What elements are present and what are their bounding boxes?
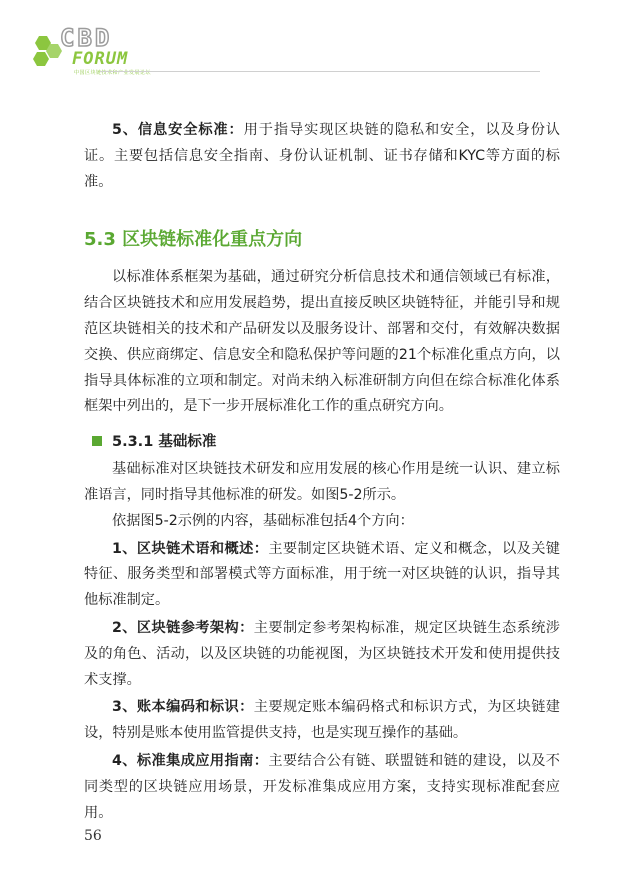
item-5-title: 5、信息安全标准： <box>112 122 244 138</box>
header-rule <box>100 71 540 72</box>
subsection-paragraph-1: 基础标准对区块链技术研发和应用发展的核心作用是统一认识、建立标准语言，同时指导其他标准的研发。如图5-2所示。 <box>84 461 560 503</box>
page-header <box>0 0 640 80</box>
item-3-text: 主要规定账本编码格式和标识方式，为区块链建设，特别是账本使用监管提供支持，也是实现互操作的基础。 <box>84 699 560 742</box>
item-3-title: 3、账本编码和标识： <box>112 699 254 716</box>
item-5-paragraph <box>84 118 560 195</box>
logo-cbd-text: CBD <box>60 24 113 52</box>
hexagon-logo-icon <box>30 34 64 70</box>
item-5-text: 用于指导实现区块链的隐私和安全，以及身份认证。主要包括信息安全指南、身份认证机制、证书存储和KYC等方面的标准。 <box>84 122 560 190</box>
item-2-title: 2、区块链参考架构： <box>112 619 254 636</box>
item-1-text: 主要制定区块链术语、定义和概念，以及关键特征、服务类型和部署模式等方面标准，用于统一对区块链的认识，指导其他标准制定。 <box>84 540 560 609</box>
item-2-text: 主要制定参考架构标准，规定区块链生态系统涉及的角色、活动，以及区块链的功能视图，为区块链技术开发和使用提供技术支撑。 <box>84 619 560 688</box>
item-4-text: 主要结合公有链、联盟链和链的建设，以及不同类型的区块链应用场景，开发标准集成应用方案，支持实现标准配套应用。 <box>84 752 560 821</box>
list-item <box>84 749 560 826</box>
section-paragraph: 以标准体系框架为基础，通过研究分析信息技术和通信领域已有标准，结合区块链技术和应用发展趋势，提出直接反映区块链特征，并能引导和规范区块链相关的技术和产品研发以及服务设计、部署和交付，有效解决数据交换、供应商绑定、信息安全和隐私保护等问题的21个标准化重点方向，以指导具体标准的立项和制定。对尚未纳入标准研制方向但在综合标准化体系框架中列出的，是下一步开展标准化工作的重点研究方向。 <box>84 269 560 415</box>
list-item <box>84 616 560 693</box>
item-4-title: 4、标准集成应用指南： <box>112 752 269 769</box>
subsection-heading <box>84 430 560 451</box>
page-number: 56 <box>84 828 102 844</box>
list-item <box>84 537 560 614</box>
subsection-title: 5.3.1 基础标准 <box>112 434 217 451</box>
logo-subtitle: 中国区块链技术和产业发展论坛 <box>74 70 152 76</box>
subsection-paragraph-2: 依据图5-2示例的内容，基础标准包括4个方向： <box>112 512 414 529</box>
logo-forum-text: FORUM <box>72 49 129 69</box>
page-content <box>84 118 560 826</box>
item-1-title: 1、区块链术语和概述： <box>112 540 269 557</box>
list-item <box>84 695 560 747</box>
green-square-icon <box>92 436 102 446</box>
section-heading: 5.3 区块链标准化重点方向 <box>84 229 303 251</box>
